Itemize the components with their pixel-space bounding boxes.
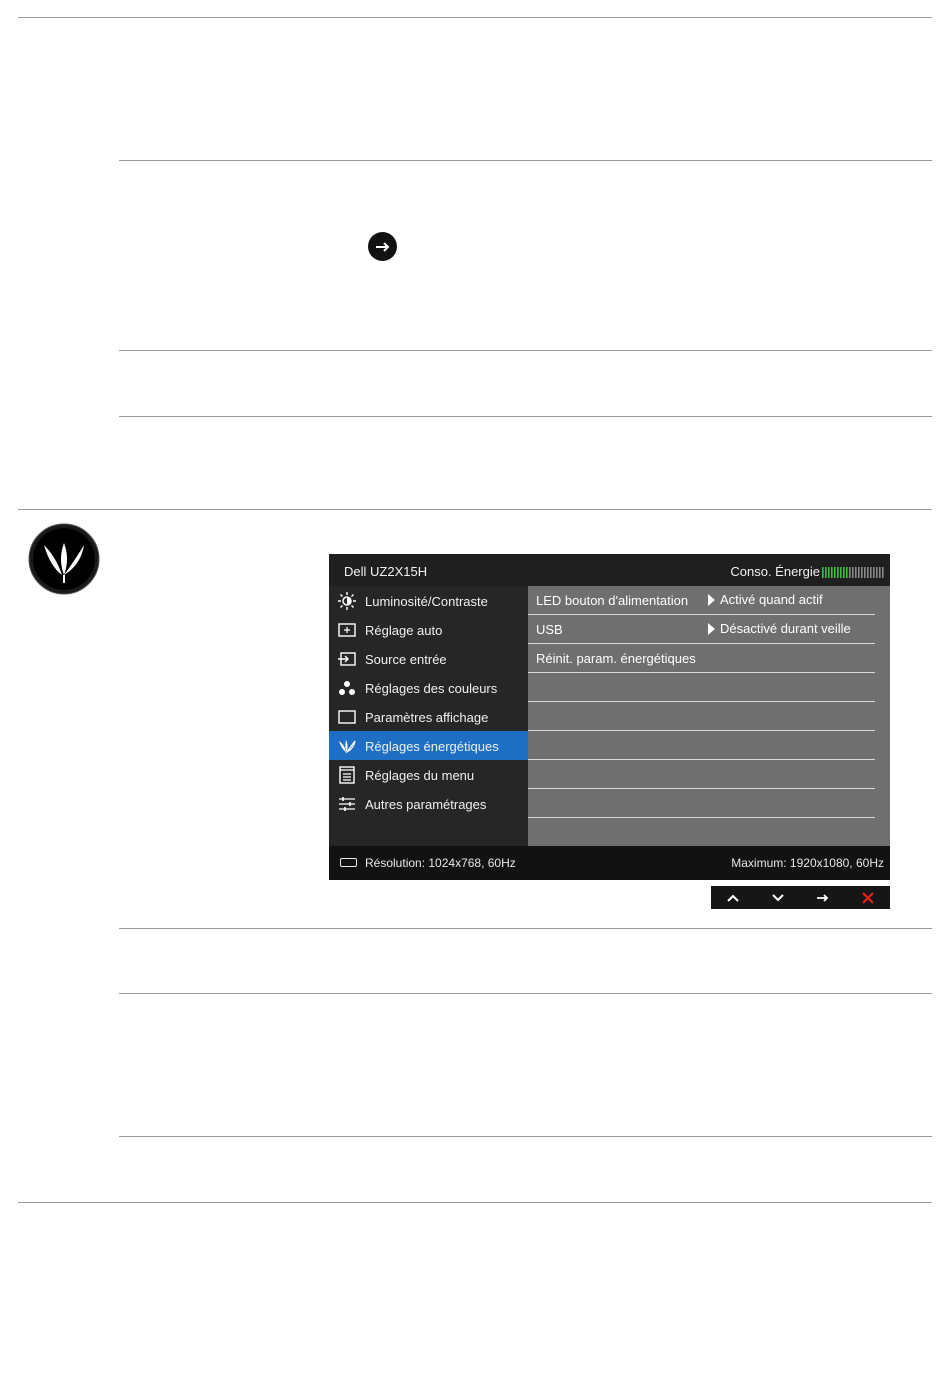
menu-item-input-source[interactable] xyxy=(329,644,528,673)
setting-row-reset-energy[interactable] xyxy=(528,644,875,673)
osd-footer xyxy=(329,846,890,880)
setting-row-usb[interactable] xyxy=(528,615,875,644)
setting-name: USB xyxy=(536,622,563,637)
energy-meter-bar xyxy=(873,567,875,578)
divider xyxy=(119,1136,932,1137)
energy-meter-bar xyxy=(840,567,842,578)
menu-item-display-settings[interactable] xyxy=(329,702,528,731)
maximum-resolution: Maximum: 1920x1080, 60Hz xyxy=(731,856,884,870)
energy-meter-bar xyxy=(879,567,881,578)
energy-meter-bar xyxy=(825,567,827,578)
current-resolution: Résolution: 1024x768, 60Hz xyxy=(365,856,516,870)
energy-leaf-icon xyxy=(338,737,356,755)
energy-meter-bar xyxy=(837,567,839,578)
osd-submenu xyxy=(528,586,890,846)
energy-meter-bar xyxy=(846,567,848,578)
right-arrow-icon xyxy=(816,893,830,903)
energy-meter-bar xyxy=(882,567,884,578)
energy-usage-label: Conso. Énergie xyxy=(730,564,820,579)
empty-row xyxy=(528,702,875,731)
menu-item-label: Source entrée xyxy=(365,652,447,667)
enter-button[interactable] xyxy=(801,886,845,909)
empty-row xyxy=(528,673,875,702)
energy-meter-bar xyxy=(834,567,836,578)
energy-meter-bar xyxy=(876,567,878,578)
energy-meter-bar xyxy=(864,567,866,578)
empty-row xyxy=(528,731,875,760)
input-source-icon xyxy=(338,650,356,668)
down-icon xyxy=(771,893,785,903)
other-settings-icon xyxy=(338,795,356,813)
energy-meter-bar xyxy=(867,567,869,578)
setting-value: Activé quand actif xyxy=(720,592,823,607)
menu-item-label: Réglages énergétiques xyxy=(365,739,499,754)
energy-meter xyxy=(822,567,884,578)
energy-meter-bar xyxy=(870,567,872,578)
divider xyxy=(119,160,932,161)
osd-main-menu xyxy=(329,586,528,846)
menu-item-label: Luminosité/Contraste xyxy=(365,594,488,609)
divider xyxy=(18,1202,932,1203)
menu-item-auto-adjust[interactable] xyxy=(329,615,528,644)
energy-meter-bar xyxy=(861,567,863,578)
osd-menu xyxy=(329,554,890,880)
display-settings-icon xyxy=(338,708,356,726)
menu-item-brightness-contrast[interactable] xyxy=(329,586,528,615)
arrow-right-circle-icon xyxy=(368,232,397,261)
divider xyxy=(119,993,932,994)
energy-leaf-badge-icon xyxy=(28,523,100,595)
menu-item-label: Autres paramétrages xyxy=(365,797,487,812)
energy-meter-bar xyxy=(855,567,857,578)
display-port-icon xyxy=(340,858,357,867)
selected-triangle-icon xyxy=(708,594,715,606)
selected-triangle-icon xyxy=(708,623,715,635)
menu-item-label: Paramètres affichage xyxy=(365,710,489,725)
menu-item-other-settings[interactable] xyxy=(329,789,528,818)
brightness-contrast-icon xyxy=(338,592,356,610)
setting-name: LED bouton d'alimentation xyxy=(536,593,689,608)
energy-meter-bar xyxy=(849,567,851,578)
energy-meter-bar xyxy=(822,567,824,578)
osd-button-bar xyxy=(711,886,890,909)
menu-settings-icon xyxy=(338,766,356,784)
setting-row-power-led[interactable] xyxy=(528,586,875,615)
menu-item-energy-settings[interactable] xyxy=(329,731,528,760)
auto-adjust-icon xyxy=(338,621,356,639)
up-icon xyxy=(726,893,740,903)
energy-meter-bar xyxy=(843,567,845,578)
menu-item-label: Réglage auto xyxy=(365,623,443,638)
energy-meter-bar xyxy=(828,567,830,578)
menu-item-label: Réglages du menu xyxy=(365,768,475,783)
exit-button[interactable] xyxy=(846,886,890,909)
divider xyxy=(119,928,932,929)
divider xyxy=(18,17,932,18)
menu-item-label: Réglages des couleurs xyxy=(365,681,498,696)
close-icon xyxy=(861,891,875,905)
osd-header xyxy=(329,554,890,586)
divider xyxy=(18,509,932,510)
empty-row xyxy=(528,760,875,789)
setting-name: Réinit. param. énergétiques xyxy=(536,651,696,666)
empty-row xyxy=(528,789,875,818)
setting-value: Désactivé durant veille xyxy=(720,621,851,636)
energy-meter-bar xyxy=(852,567,854,578)
down-button[interactable] xyxy=(756,886,800,909)
color-settings-icon xyxy=(338,679,356,697)
menu-item-menu-settings[interactable] xyxy=(329,760,528,789)
divider xyxy=(119,416,932,417)
monitor-model: Dell UZ2X15H xyxy=(344,564,428,579)
menu-item-color-settings[interactable] xyxy=(329,673,528,702)
divider xyxy=(119,350,932,351)
energy-meter-bar xyxy=(858,567,860,578)
up-button[interactable] xyxy=(711,886,755,909)
energy-meter-bar xyxy=(831,567,833,578)
